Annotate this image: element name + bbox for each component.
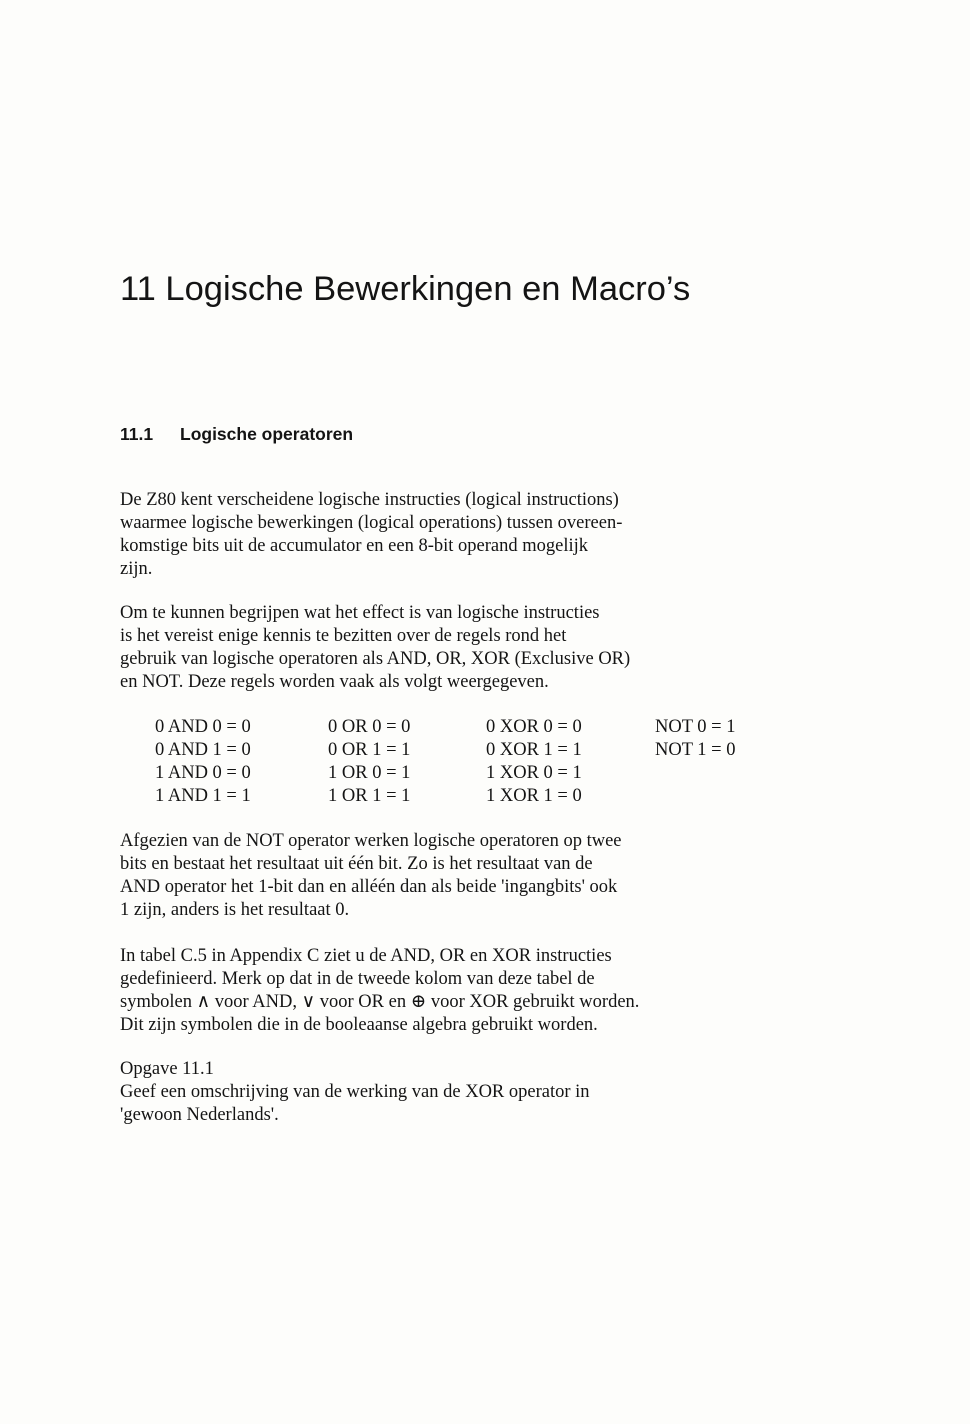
paragraph-operators (120, 602, 860, 694)
paragraph-intro (120, 489, 860, 581)
text-line: De Z80 kent verscheidene logische instructies (logical instructions) (120, 490, 619, 510)
text-line: Afgezien van de NOT operator werken logische operatoren op twee (120, 831, 622, 851)
section-number: 11.1 (120, 424, 154, 444)
paragraph-symbols (120, 945, 860, 1037)
truth-table-entry: 0 AND 0 = 0 (155, 717, 251, 737)
text-line: gedefinieerd. Merk op dat in de tweede kolom van deze tabel de (120, 969, 595, 989)
truth-table-entry: 0 OR 0 = 0 (328, 717, 411, 737)
truth-table-and-column (155, 716, 251, 808)
text-line: Om te kunnen begrijpen wat het effect is van logische instructies (120, 603, 600, 623)
text-line: is het vereist enige kennis te bezitten over de regels rond het (120, 626, 567, 646)
text-line: Dit zijn symbolen die in de booleaanse algebra gebruikt worden. (120, 1015, 598, 1035)
truth-table-entry: 0 XOR 0 = 0 (486, 717, 582, 737)
text-line: 'gewoon Nederlands'. (120, 1105, 279, 1125)
text-line: symbolen ∧ voor AND, ∨ voor OR en ⊕ voor XOR gebruikt worden. (120, 992, 640, 1012)
truth-table-entry: 1 XOR 0 = 1 (486, 763, 582, 783)
truth-table-entry: 1 OR 0 = 1 (328, 763, 411, 783)
chapter-title: 11 Logische Bewerkingen en Macro’s (120, 270, 691, 308)
truth-table-not-column (655, 716, 736, 762)
text-line: AND operator het 1-bit dan en alléén dan als beide 'ingangbits' ook (120, 877, 618, 897)
truth-table-entry: 1 XOR 1 = 0 (486, 786, 582, 806)
truth-table-entry: 1 AND 1 = 1 (155, 786, 251, 806)
truth-table-entry: NOT 1 = 0 (655, 740, 736, 760)
text-line: en NOT. Deze regels worden vaak als volgt weergegeven. (120, 672, 549, 692)
truth-table-entry: 0 XOR 1 = 1 (486, 740, 582, 760)
exercise-block (120, 1058, 860, 1127)
text-line: In tabel C.5 in Appendix C ziet u de AND, OR en XOR instructies (120, 946, 612, 966)
text-line: zijn. (120, 559, 153, 579)
section-title: Logische operatoren (180, 424, 354, 444)
truth-table-xor-column (486, 716, 582, 808)
text-line: 1 zijn, anders is het resultaat 0. (120, 900, 350, 920)
exercise-title: Opgave 11.1 (120, 1059, 214, 1079)
truth-table-entry: NOT 0 = 1 (655, 717, 736, 737)
text-line: waarmee logische bewerkingen (logical operations) tussen overeen- (120, 513, 623, 533)
text-line: komstige bits uit de accumulator en een 8-bit operand mogelijk (120, 536, 589, 556)
text-line: gebruik van logische operatoren als AND, OR, XOR (Exclusive OR) (120, 649, 631, 669)
truth-table-entry: 1 AND 0 = 0 (155, 763, 251, 783)
truth-table-entry: 1 OR 1 = 1 (328, 786, 411, 806)
text-line: Geef een omschrijving van de werking van de XOR operator in (120, 1082, 590, 1102)
section-heading (120, 424, 353, 445)
truth-table-entry: 0 OR 1 = 1 (328, 740, 411, 760)
truth-table-or-column (328, 716, 410, 808)
paragraph-explanation (120, 830, 860, 922)
truth-table-entry: 0 AND 1 = 0 (155, 740, 251, 760)
text-line: bits en bestaat het resultaat uit één bit. Zo is het resultaat van de (120, 854, 593, 874)
